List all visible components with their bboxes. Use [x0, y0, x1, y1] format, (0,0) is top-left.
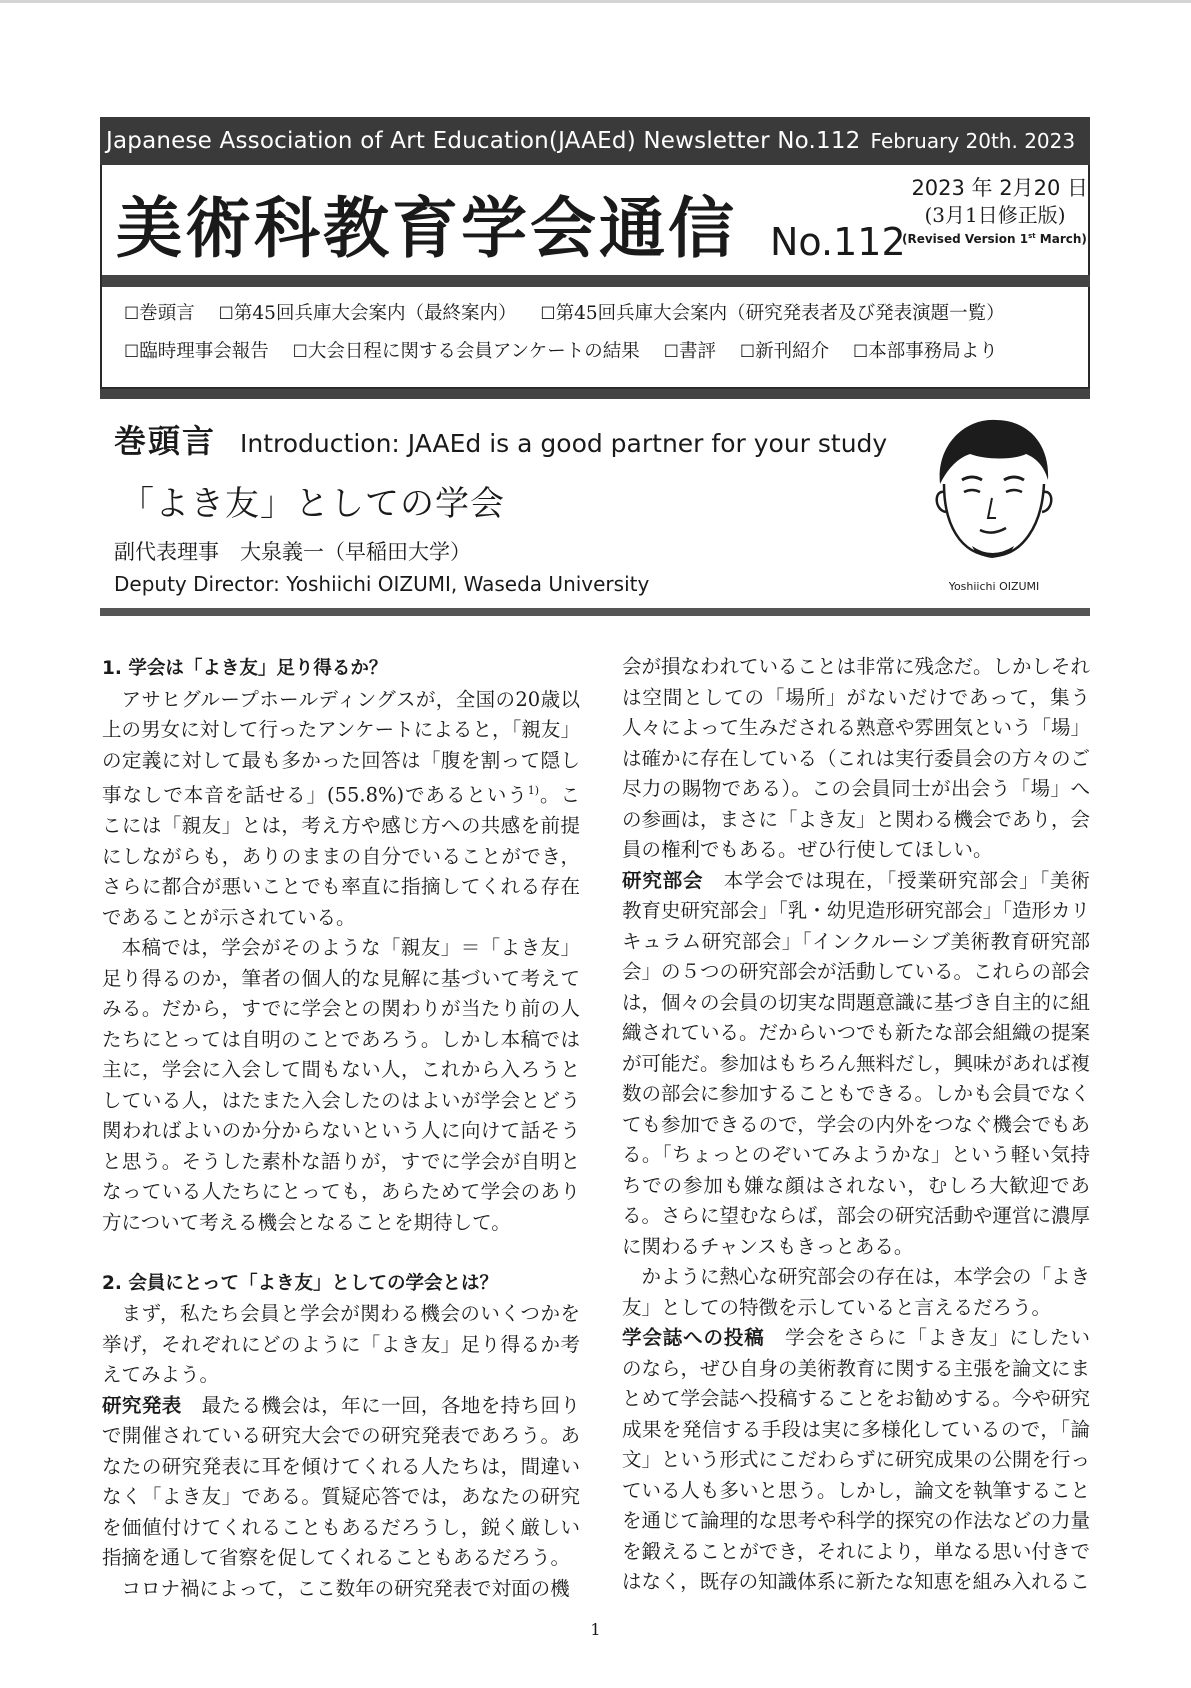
toc-item-board-report[interactable]: ☐臨時理事会報告 — [124, 341, 269, 362]
portrait-nose — [988, 498, 996, 518]
section-1-heading: 1. 学会は「よき友」足り得るか？ — [102, 658, 388, 679]
portrait-hair — [940, 420, 1048, 484]
journal-submission-paragraph: 学会誌への投稿 学会をさらに「よき友」にしたいのなら，ぜひ自身の美術教育に関する主張を論文にまとめて学会誌へ投稿することをお勧めする。今や研究成果を発信する手段は実に多様化しているので，「論文」という形式にこだわらずに研究成果の公開を行っている人も多いと思う。しかし，論文を執筆することを通じて論理的な思考や科学的探究の作法などの力量を鍛えることができ，それにより，単なる思い付きではなく，既存の知識体系に新たな知恵を組み入れるこ — [622, 1326, 1091, 1593]
portrait-face — [944, 484, 1044, 556]
checkbox-icon: ☐ — [292, 342, 308, 362]
intro-label: 巻頭言 — [114, 422, 217, 460]
section-2-paragraph-1: まず，私たち会員と学会が関わる機会のいくつかを挙げ，それぞれにどのように「よき友」足り得るか考えてみよう。 — [102, 1302, 580, 1386]
newsletter-title: 美術科教育学会通信 — [116, 189, 737, 267]
portrait-brow-right — [1004, 477, 1024, 480]
portrait-brow-left — [962, 477, 982, 480]
author-en: Deputy Director: Yoshiichi OIZUMI, Waseda University — [114, 572, 650, 596]
masthead-banner — [100, 117, 1090, 165]
checkbox-icon: ☐ — [218, 304, 234, 324]
toc-item-new-publications[interactable]: ☐新刊紹介 — [739, 341, 830, 362]
introduction-header — [100, 412, 1090, 622]
portrait-eye-left — [964, 490, 980, 492]
keyword-presentation: 研究発表 — [102, 1393, 182, 1417]
checkbox-icon: ☐ — [739, 342, 756, 362]
portrait-caption: Yoshiichi OIZUMI — [948, 580, 1040, 593]
right-paragraph-continuation: 会が損なわれていることは非常に残念だ。しかしそれは空間としての「場所」がないだけであって，集う人々によって生みだされる熟意や雰囲気という「場」は確かに存在している（これは実行委員会の方々のご尽力の賜物である）。この会員同士が出会う「場」への参画は，まさに「よき友」と関わる機会であり，会員の権利でもある。ぜひ行使してほしい。 — [622, 655, 1091, 861]
portrait-beard — [972, 546, 1014, 558]
toc-line-2 — [124, 333, 1074, 371]
top-edge-rule — [0, 0, 1191, 3]
masthead-bottom-bar — [100, 389, 1090, 399]
revised-note-en: (Revised Version 1st March) — [902, 232, 1087, 247]
table-of-contents — [124, 295, 1074, 371]
banner-date: February 20th. 2023 — [870, 129, 1076, 153]
portrait-eye-right — [1006, 490, 1022, 492]
section-2-presentation-paragraph: 研究発表 最たる機会は，年に一回，各地を持ち回りで開催されている研究大会での研究発表であろう。あなたの研究発表に耳を傾けてくれる人たちは，間違いなく「よき友」である。質疑応答では，あなたの研究を価値付けてくれることもあるだろうし，鋭く厳しい指摘を通して省察を促してくれることもあるだろう。 — [102, 1393, 580, 1569]
issue-date-jp: 2023 年 2月20 日 — [911, 176, 1088, 200]
checkbox-icon: ☐ — [124, 304, 140, 324]
masthead-divider — [102, 275, 1090, 287]
intro-heading — [114, 416, 887, 462]
portrait-mouth — [980, 528, 1006, 533]
section-spacer — [102, 1238, 580, 1269]
section-1-paragraph-1: アサヒグループホールディングスが，全国の20歳以上の男女に対して行ったアンケートによると，「親友」の定義に対して最も多かった回答は「腹を割って隠し事なしで本音を話せる」(55.8%)であるという$^{1)}$。ここには「親友」とは，考え方や感じ方への共感を前提にしながらも，ありのままの自分でいることができ，さらに都合が悪いことでも率直に指摘してくれる存在であることが示されている。 — [102, 687, 580, 929]
article-title: 「よき友」としての学会 — [120, 484, 505, 524]
section-2-corona-paragraph: コロナ禍によって，ここ数年の研究発表で対面の機 — [121, 1576, 570, 1600]
checkbox-icon: ☐ — [540, 304, 556, 324]
toc-item-hyogo-final-guide[interactable]: ☐第45回兵庫大会案内（最終案内） — [218, 303, 517, 324]
research-division-paragraph: 研究部会 本学会では現在，「授業研究部会」「美術教育史研究部会」「乳・幼児造形研究部会」「造形カリキュラム研究部会」「インクルーシブ美術教育研究部会」の５つの研究部会が活動している。これらの部会は，個々の会員の切実な問題意識に基づき自主的に組織されている。だからいつでも新たな部会組織の提案が可能だ。参加はもちろん無料だし，興味があれば複数の部会に参加することもできる。しかも会員でなくても参加できるので，学会の内外をつなぐ機会でもある。「ちょっとのぞいてみようかな」という軽い気持ちでの参加も嫌な顔はされない，むしろ大歓迎である。さらに望むならば，部会の研究活動や運営に濃厚に関わるチャンスもきっとある。 — [622, 868, 1091, 1258]
intro-divider — [100, 608, 1090, 616]
issue-number: No.112 — [770, 220, 906, 264]
toc-item-book-review[interactable]: ☐書評 — [663, 341, 716, 362]
toc-item-secretariat[interactable]: ☐本部事務局より — [853, 341, 998, 362]
body-column-right — [622, 652, 1090, 1598]
page-number: 1 — [590, 1620, 601, 1639]
keyword-research-division: 研究部会 — [622, 868, 704, 892]
banner-association-text: Japanese Association of Art Education(JAAEd) Newsletter No.112 — [106, 128, 861, 154]
author-jp: 副代表理事 大泉義一（早稲田大学） — [114, 540, 471, 564]
checkbox-icon: ☐ — [663, 342, 679, 362]
research-division-summary: かように熱心な研究部会の存在は，本学会の「よき友」としての特徴を示していると言えるだろう。 — [622, 1265, 1091, 1319]
section-2-heading: 2. 会員にとって「よき友」としての学会とは？ — [102, 1272, 498, 1294]
footnote-marker[interactable]: 1) — [527, 784, 540, 797]
keyword-journal-submission: 学会誌への投稿 — [622, 1326, 765, 1349]
toc-item-hyogo-presenters[interactable]: ☐第45回兵庫大会案内（研究発表者及び発表演題一覧） — [540, 303, 1005, 324]
masthead-title-box — [100, 165, 1090, 389]
toc-item-intro[interactable]: ☐巻頭言 — [124, 303, 195, 324]
checkbox-icon: ☐ — [853, 342, 869, 362]
toc-line-1 — [124, 295, 1074, 333]
intro-title-en: Introduction: JAAEd is a good partner for your study — [240, 429, 888, 458]
date-block — [902, 175, 1088, 246]
body-column-left — [102, 654, 580, 1604]
author-portrait-illustration — [926, 414, 1056, 574]
checkbox-icon: ☐ — [124, 342, 140, 362]
toc-item-survey-results[interactable]: ☐大会日程に関する会員アンケートの結果 — [292, 341, 640, 362]
section-1-paragraph-2: 本稿では，学会がそのような「親友」＝「よき友」足り得るのか，筆者の個人的な見解に基づいて考えてみる。だから，すでに学会との関わりが当たり前の人たちにとっては自明のことであろう。しかし本稿では主に，学会に入会して間もない人，これから入ろうとしている人，はたまた入会したのはよいが学会とどう関わればよいのか分からないという人に向けて話そうと思う。そうした素朴な語りが，すでに学会が自明となっている人たちにとっても，あらためて学会のあり方について考える機会となることを期待して。 — [102, 936, 580, 1234]
masthead — [100, 117, 1090, 399]
revised-note-jp: (3月1日修正版) — [924, 203, 1066, 228]
